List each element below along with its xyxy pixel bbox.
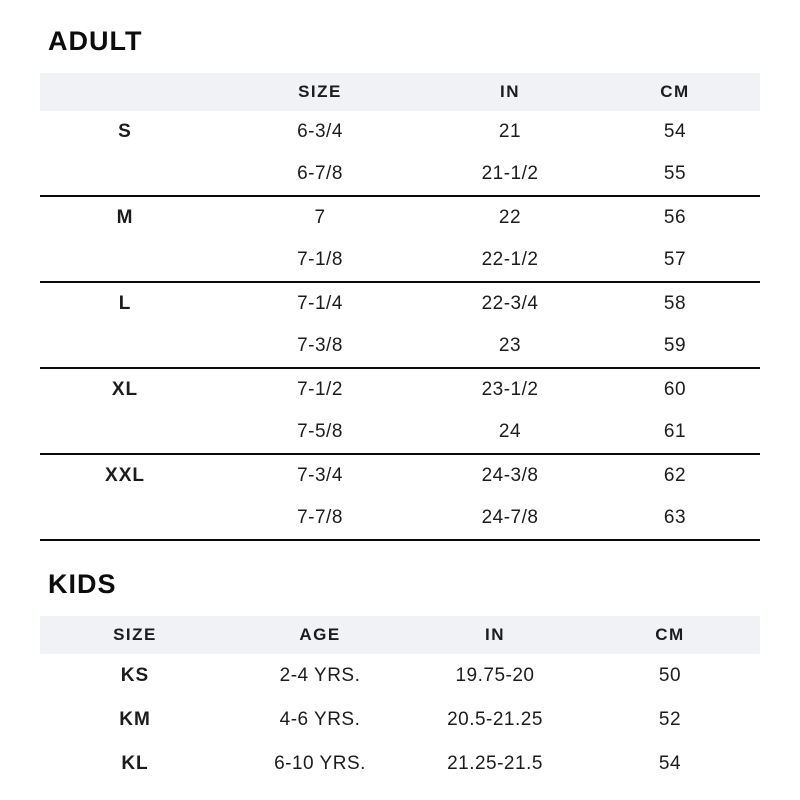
table-row — [40, 455, 760, 497]
in-cell: 22-1/2 — [481, 249, 539, 270]
table-row — [40, 111, 760, 153]
kids-header-cell-age: AGE — [299, 625, 341, 644]
age-cell: 4-6 YRS. — [279, 709, 361, 730]
adult-title: ADULT — [48, 26, 143, 56]
cm-cell: 62 — [663, 465, 687, 486]
table-row — [40, 411, 760, 453]
kids-title: KIDS — [48, 569, 117, 599]
kids-table-header — [40, 616, 760, 654]
table-row — [40, 742, 760, 786]
in-cell: 24-7/8 — [481, 507, 539, 528]
size-group-xxl — [40, 455, 760, 541]
table-row — [40, 153, 760, 195]
size-label-cell: KL — [121, 753, 149, 774]
in-cell: 22 — [498, 207, 522, 228]
age-cell: 6-10 YRS. — [274, 753, 366, 774]
in-cell: 23 — [498, 335, 522, 356]
table-row — [40, 654, 760, 698]
size-cell: 7 — [314, 207, 326, 228]
table-row — [40, 239, 760, 281]
in-cell: 23-1/2 — [481, 379, 539, 400]
adult-section — [40, 26, 760, 541]
table-row — [40, 197, 760, 239]
cm-cell: 54 — [663, 121, 687, 142]
size-cell: 7-1/8 — [297, 249, 343, 270]
cm-cell: 55 — [663, 163, 687, 184]
size-group-s — [40, 111, 760, 197]
size-group-xl — [40, 369, 760, 455]
size-cell: 6-3/4 — [297, 121, 343, 142]
kids-header-cell-size: SIZE — [113, 625, 157, 644]
in-cell: 24-3/8 — [481, 465, 539, 486]
kids-header-cell-in: IN — [485, 625, 505, 644]
size-cell: 7-5/8 — [297, 421, 343, 442]
cm-cell: 50 — [658, 665, 682, 686]
in-cell: 20.5-21.25 — [447, 709, 543, 730]
cm-cell: 56 — [663, 207, 687, 228]
kids-section — [40, 569, 760, 786]
cm-cell: 54 — [658, 753, 682, 774]
table-row — [40, 497, 760, 539]
table-row — [40, 369, 760, 411]
cm-cell: 61 — [663, 421, 687, 442]
in-cell: 22-3/4 — [481, 293, 539, 314]
size-label-cell: KS — [120, 665, 150, 686]
size-group-l — [40, 283, 760, 369]
cm-cell: 52 — [658, 709, 682, 730]
size-cell: 6-7/8 — [297, 163, 343, 184]
size-cell: 7-1/4 — [297, 293, 343, 314]
adult-header-cell-size: SIZE — [298, 82, 342, 101]
size-cell: 7-3/8 — [297, 335, 343, 356]
cm-cell: 60 — [663, 379, 687, 400]
size-label-cell: XXL — [105, 465, 145, 486]
size-cell: 7-7/8 — [297, 507, 343, 528]
table-row — [40, 283, 760, 325]
table-row — [40, 325, 760, 367]
size-label-cell: S — [118, 121, 132, 142]
cm-cell: 59 — [663, 335, 687, 356]
size-label-cell: KM — [119, 709, 151, 730]
in-cell: 19.75-20 — [455, 665, 535, 686]
size-label-cell: L — [118, 293, 132, 314]
cm-cell: 63 — [663, 507, 687, 528]
size-label-cell: M — [116, 207, 134, 228]
adult-table — [40, 73, 760, 541]
in-cell: 21-1/2 — [481, 163, 539, 184]
size-label-cell: XL — [111, 379, 139, 400]
kids-header-cell-cm: CM — [655, 625, 685, 644]
table-row — [40, 698, 760, 742]
size-group-m — [40, 197, 760, 283]
adult-header-cell-cm: CM — [660, 82, 690, 101]
cm-cell: 57 — [663, 249, 687, 270]
kids-table — [40, 616, 760, 786]
cm-cell: 58 — [663, 293, 687, 314]
in-cell: 21.25-21.5 — [447, 753, 543, 774]
age-cell: 2-4 YRS. — [279, 665, 361, 686]
size-cell: 7-1/2 — [297, 379, 343, 400]
adult-header-cell-in: IN — [500, 82, 520, 101]
size-cell: 7-3/4 — [297, 465, 343, 486]
in-cell: 24 — [498, 421, 522, 442]
adult-table-header — [40, 73, 760, 111]
in-cell: 21 — [498, 121, 522, 142]
